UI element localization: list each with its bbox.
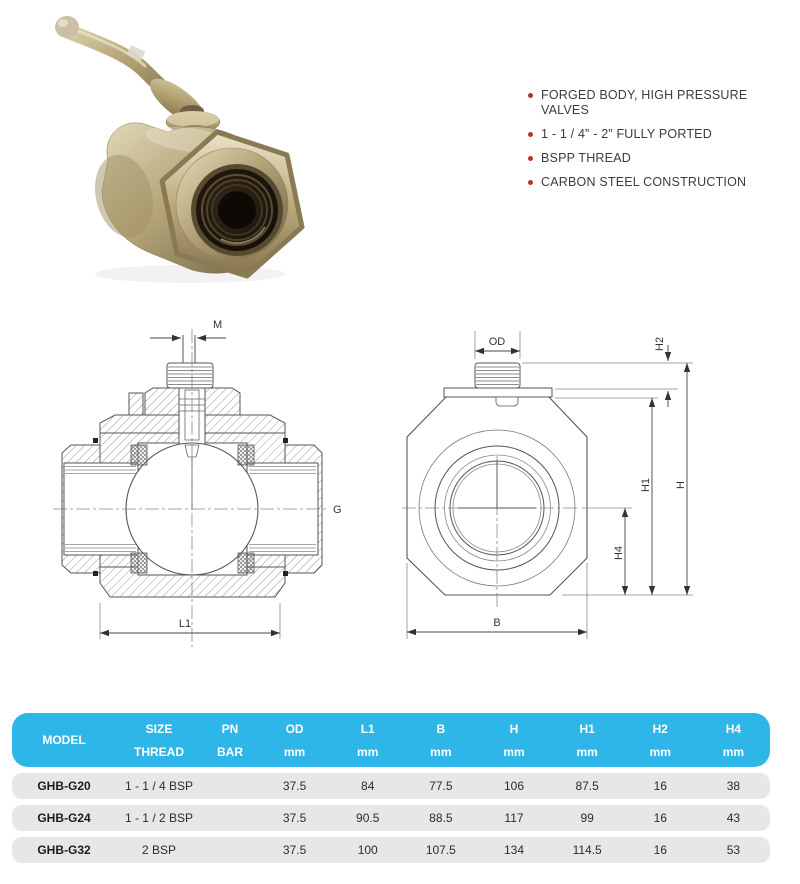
feature-text: 1 - 1 / 4” - 2” FULLY PORTED <box>541 127 712 141</box>
cross-section-drawing <box>45 315 360 660</box>
feature-text: FORGED BODY, HIGH PRESSURE VALVES <box>541 88 748 117</box>
cell-b: 88.5 <box>429 811 453 825</box>
feature-item <box>528 127 783 142</box>
cell-h2: 16 <box>653 843 667 857</box>
dim-label-h: H <box>675 481 687 489</box>
bullet-icon <box>528 156 533 161</box>
dim-label-h2: H2 <box>654 336 666 351</box>
dimension-m <box>150 319 226 338</box>
cell-size: 2 BSP <box>141 843 177 857</box>
dimension-h1 <box>640 398 652 595</box>
col-header-h2: H2 mm <box>649 721 671 759</box>
cell-h1: 114.5 <box>572 843 602 857</box>
end-view-drawing <box>400 315 710 660</box>
cell-model: GHB-G20 <box>37 779 91 793</box>
feature-list <box>528 88 783 199</box>
col-header-h1: H1 mm <box>576 721 598 759</box>
feature-item <box>528 151 783 166</box>
port-bore <box>218 191 256 229</box>
cell-l1: 84 <box>361 779 375 793</box>
col-header-h: H mm <box>503 721 525 759</box>
dim-label-m: M <box>213 319 223 331</box>
cell-h4: 38 <box>726 779 741 793</box>
feature-item <box>528 175 783 190</box>
cell-h: 106 <box>503 779 524 793</box>
col-header-h4: H4 mm <box>722 721 745 759</box>
col-header-l1: L1 mm <box>357 721 379 759</box>
dimension-h2 <box>654 337 668 407</box>
cell-b: 77.5 <box>429 779 453 793</box>
cell-od: 37.5 <box>282 811 307 825</box>
valve-photo-illustration <box>55 16 302 283</box>
cell-h2: 16 <box>653 779 667 793</box>
cell-h1: 87.5 <box>575 779 599 793</box>
spec-table <box>12 713 770 863</box>
cell-size: 1 - 1 / 4 BSP <box>124 779 194 793</box>
cell-h1: 99 <box>580 811 594 825</box>
cell-h: 134 <box>503 843 524 857</box>
dimension-h4 <box>613 508 625 595</box>
col-header-b: B mm <box>430 721 452 759</box>
dimension-l1 <box>100 603 280 639</box>
bullet-icon <box>528 132 533 137</box>
spec-table-header <box>12 713 770 767</box>
bullet-icon <box>528 93 533 98</box>
cell-model: GHB-G32 <box>37 843 91 857</box>
cell-l1: 90.5 <box>356 811 380 825</box>
dimension-od <box>475 336 520 351</box>
dim-label-h1: H1 <box>640 477 652 493</box>
col-header-size: SIZE THREAD <box>134 721 184 759</box>
table-row <box>12 773 770 799</box>
feature-item <box>528 88 783 118</box>
cell-h2: 16 <box>653 811 667 825</box>
handle-knob <box>55 16 79 38</box>
bullet-icon <box>528 180 533 185</box>
dim-label-l1: L1 <box>178 618 192 630</box>
cell-model: GHB-G24 <box>37 811 91 825</box>
dim-label-g: G <box>333 504 342 516</box>
col-header-pn: PN BAR <box>217 721 243 759</box>
feature-text: CARBON STEEL CONSTRUCTION <box>541 175 747 189</box>
col-header-model: MODEL <box>42 733 86 747</box>
table-row <box>12 837 770 863</box>
cell-h: 117 <box>504 811 524 825</box>
cell-od: 37.5 <box>282 843 307 857</box>
stem-thread <box>167 335 213 388</box>
cell-h4: 43 <box>726 811 741 825</box>
cell-l1: 100 <box>357 843 378 857</box>
cell-size: 1 - 1 / 2 BSP <box>124 811 194 825</box>
dimension-b <box>407 617 587 632</box>
dim-label-b: B <box>493 617 501 629</box>
feature-text: BSPP THREAD <box>541 151 631 165</box>
dimension-h <box>675 363 687 595</box>
table-row <box>12 805 770 831</box>
cell-od: 37.5 <box>282 779 307 793</box>
dim-label-h4: H4 <box>613 545 625 561</box>
col-header-od: OD mm <box>283 721 306 759</box>
product-photo <box>40 10 330 290</box>
dim-label-od: OD <box>488 336 506 348</box>
cell-b: 107.5 <box>425 843 456 857</box>
cell-h4: 53 <box>726 843 741 857</box>
